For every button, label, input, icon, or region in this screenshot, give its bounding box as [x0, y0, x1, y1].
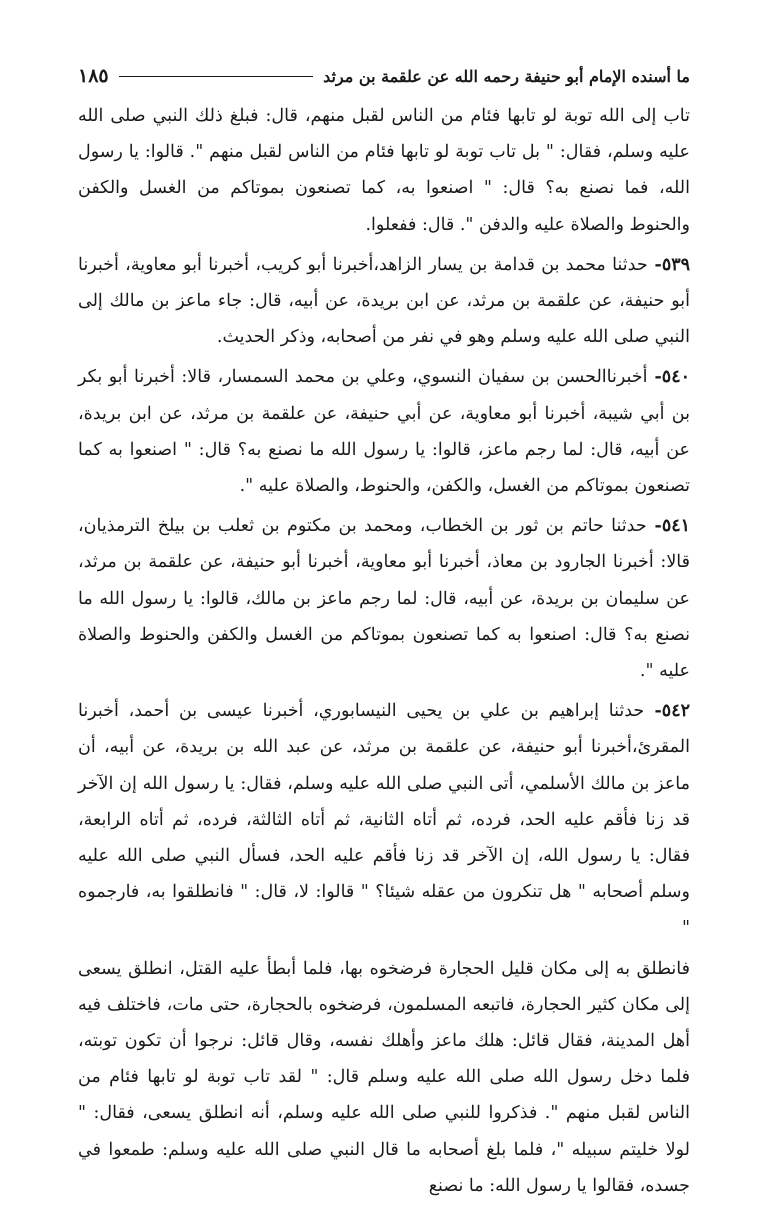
hadith-number: ٥٤٢- — [644, 701, 690, 722]
running-title: ما أسنده الإمام أبو حنيفة رحمه الله عن علقمة بن مرثد — [323, 66, 690, 86]
hadith-540 — [78, 359, 690, 504]
paragraph-text: حدثنا محمد بن قدامة بن يسار الزاهد،أخبرنا أبو كريب، أخبرنا أبو معاوية، أخبرنا أبو حنيفة، عن علقمة بن مرثد، عن ابن بريدة، عن أبيه، قال: جاء ماعز بن مالك إلى النبي صلى الله عليه وسلم وهو في نفر من أصحابه، وذكر الحديث. — [78, 254, 690, 348]
paragraph-text: فانطلق به إلى مكان قليل الحجارة فرضخوه بها، فلما أبطأ عليه القتل، انطلق يسعى إلى مكان كثير الحجارة، فاتبعه المسلمون، فرضخوه بالحجارة، حتى مات، فاختلف فيه أهل المدينة، فقال قائل: هلك ماعز وأهلك نفسه، وقال قائل: نرجوا أن تكون توبته، فلما دخل رسول الله صلى الله عليه وسلم قال: " لقد تاب توبة لو تابها فئام من الناس لقبل منهم ". فذكروا للنبي صلى الله عليه وسلم، أنه انطلق يسعى، فقال: " لولا خليتم سبيله "، فلما بلغ أصحابه ما قال النبي صلى الله عليه وسلم: طمعوا في جسده، فقالوا يا رسول الله: ما نصنع — [78, 958, 690, 1196]
body-text — [78, 98, 690, 1204]
paragraph-text: تاب إلى الله توبة لو تابها فئام من الناس لقبل منهم، قال: فبلغ ذلك النبي صلى الله عليه وسلم، فقال: " بل تاب توبة لو تابها فئام من الناس لقبل منهم ". قالوا: يا رسول الله، فما نصنع به؟ قال: " اصنعوا به، كما تصنعون بموتاكم من الغسل والكفن والحنوط والصلاة عليه والدفن ". قال: ففعلوا. — [78, 106, 690, 235]
book-page — [78, 58, 690, 1208]
paragraph-text: حدثنا حاتم بن ثور بن الخطاب، ومحمد بن مكتوم بن ثعلب بن بيلخ الترمذيان، قالا: أخبرنا الجارود بن معاذ، أخبرنا أبو معاوية، أخبرنا أبو حنيفة، عن علقمة بن مرثد، عن سليمان بن بريدة، عن أبيه، قال: لما رجم ماعز بن مالك، قالوا: يا رسول الله ما نصنع به؟ قال: اصنعوا به كما تصنعون بموتاكم من الغسل والكفن والحنوط والصلاة عليه ". — [78, 516, 690, 682]
hadith-539 — [78, 247, 690, 356]
hadith-541 — [78, 508, 690, 689]
paragraph-continuation — [78, 98, 690, 243]
hadith-number: ٥٤٠- — [647, 367, 690, 388]
hadith-542 — [78, 693, 690, 946]
hadith-number: ٥٣٩- — [647, 254, 691, 275]
header-rule — [119, 76, 313, 77]
hadith-number: ٥٤١- — [646, 516, 691, 537]
paragraph-text: حدثنا إبراهيم بن علي بن يحيى النيسابوري، أخبرنا عيسى بن أحمد، أخبرنا المقرئ،أخبرنا أبو حنيفة، عن علقمة بن مرثد، عن عبد الله بن بريدة، عن أبيه، أن ماعز بن مالك الأسلمي، أتى النبي صلى الله عليه وسلم، فقال: يا رسول الله إن الآخر قد زنا فأقم عليه الحد، فرده، ثم أتاه الثانية، ثم أتاه الثالثة، فرده، ثم أتاه الرابعة، فقال: يا رسول الله، إن الآخر قد زنا فأقم عليه الحد، فسأل النبي صلى الله عليه وسلم أصحابه " هل تنكرون من عقله شيئا؟ " قالوا: لا، قال: " فانطلقوا به، فارجموه " — [78, 701, 690, 939]
running-header — [78, 58, 690, 94]
paragraph-text: أخبرناالحسن بن سفيان النسوي، وعلي بن محمد السمسار، قالا: أخبرنا أبو بكر بن أبي شيبة، أخبرنا أبو معاوية، عن أبي حنيفة، عن علقمة بن مرثد، عن ابن بريدة، عن أبيه، قال: لما رجم ماعز، قالوا: يا رسول الله ما نصنع به؟ قال: " اصنعوا به كما تصنعون بموتاكم من الغسل، والكفن، والحنوط، والصلاة عليه ". — [78, 367, 690, 497]
hadith-542-continuation — [78, 951, 690, 1204]
page-number: ١٨٥ — [78, 65, 109, 87]
